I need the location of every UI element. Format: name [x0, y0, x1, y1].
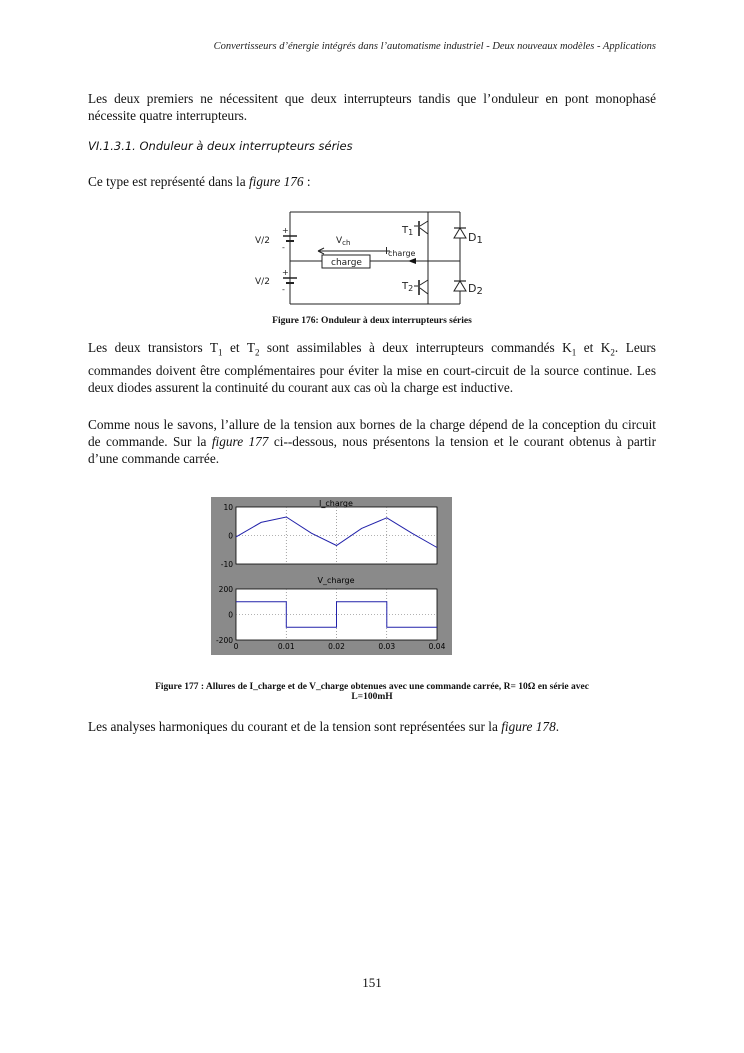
x-tick-label: 0.03 — [378, 642, 396, 651]
circuit-diagram — [250, 208, 483, 310]
diode-1-icon — [454, 228, 466, 238]
paragraph-4 — [88, 416, 656, 467]
p4-a: Comme nous le savons, l’allure de la tension aux bornes de la charge dépend de la conception du circuit de commande. Sur la — [88, 417, 656, 449]
figure-177-ref: figure 177 — [211, 434, 269, 449]
t2-main: T — [402, 281, 409, 292]
load-label: charge — [331, 258, 362, 268]
y-tick-label: -10 — [220, 560, 233, 569]
d2-main: D — [468, 282, 477, 295]
t2-label — [401, 281, 413, 293]
v-half-bottom-label: V/2 — [255, 277, 270, 287]
p3-b: et T — [222, 340, 255, 355]
para2-text: Ce type est représenté dans la — [88, 174, 249, 189]
p3-d-sub: 2 — [610, 347, 615, 358]
p3-a-sub: 1 — [218, 347, 223, 358]
icharge-sub: charge — [387, 249, 416, 258]
diode-2-icon — [454, 281, 466, 291]
minus-sign-top: - — [282, 243, 285, 252]
p4-b: ci--dessous, nous présentons la tension et le courant obtenus à partir d’une commande carrée. — [88, 434, 656, 466]
figure-177-caption — [88, 682, 656, 702]
t1-label — [401, 225, 413, 237]
running-header: Convertisseurs d’énergie intégrés dans l’automatisme industriel - Deux nouveaux modèles - Applications — [213, 41, 656, 52]
vch-label — [336, 236, 350, 247]
t1-sub: 1 — [408, 228, 414, 237]
figure-178-ref: figure 178 — [501, 719, 556, 734]
x-tick-label: 0.01 — [277, 642, 295, 651]
plus-sign-top: + — [282, 226, 289, 235]
p3-c-sub: 1 — [571, 347, 577, 358]
page-number: 151 — [362, 975, 382, 990]
fig177-caption-line1: Figure 177 : Allures de I_charge et de V_charge obtenues avec une commande carrée, R= 10Ω en série avec — [155, 682, 589, 692]
x-tick-label: 0.04 — [428, 642, 446, 651]
para2-suffix: : — [303, 174, 311, 189]
d1-main: D — [468, 231, 477, 244]
figure-177-chart — [211, 497, 452, 655]
x-tick-label: 0 — [233, 642, 239, 651]
y-tick-label: 200 — [218, 585, 233, 594]
plus-sign-bottom: + — [282, 268, 289, 277]
p3-a: Les deux transistors T — [88, 340, 219, 355]
d1-label — [468, 231, 483, 246]
t1-main: T — [402, 225, 409, 236]
paragraph-5 — [88, 718, 656, 735]
minus-sign-bottom: - — [282, 285, 285, 294]
p5-text: Les analyses harmoniques du courant et de la tension sont représentées sur la — [88, 719, 502, 734]
icharge-label — [385, 246, 416, 258]
vch-sub: ch — [342, 239, 351, 247]
icharge-main: I — [385, 246, 388, 257]
paragraph-2 — [88, 173, 656, 190]
y-tick-label: 10 — [223, 503, 233, 512]
v-half-top-label: V/2 — [255, 236, 270, 246]
y-tick-label: 0 — [228, 610, 233, 620]
p3-d: et K — [576, 340, 611, 355]
d2-sub: 2 — [476, 286, 483, 297]
figure-176-caption: Figure 176: Onduleur à deux interrupteurs séries — [272, 316, 472, 326]
p3-b-sub: 2 — [254, 347, 260, 358]
d2-label — [468, 282, 483, 297]
p3-e: . Leurs commandes doivent être complémentaires pour éviter la mise en court-circuit de la source continue. Les deux diodes assurent la continuité du courant aux cas où la charge est inductive. — [88, 340, 656, 395]
t2-sub: 2 — [408, 284, 414, 293]
current-arrow-icon — [408, 258, 416, 264]
paragraph-1: Les deux premiers ne nécessitent que deux interrupteurs tandis que l’onduleur en pont monophasé nécessite quatre interrupteurs. — [88, 91, 656, 123]
d1-sub: 1 — [476, 235, 483, 246]
v-charge-title: V_charge — [317, 576, 355, 585]
i-charge-title: I_charge — [319, 499, 353, 508]
p5-suffix: . — [555, 719, 560, 734]
section-heading: VI.1.3.1. Onduleur à deux interrupteurs séries — [88, 139, 353, 153]
figure-176-ref: figure 176 — [248, 174, 304, 189]
y-tick-label: 0 — [228, 531, 233, 541]
x-tick-label: 0.02 — [328, 642, 345, 651]
vch-main: V — [336, 236, 343, 246]
y-tick-label: -200 — [215, 636, 233, 645]
paragraph-3 — [88, 339, 656, 396]
fig177-caption-line2: L=100mH — [351, 692, 393, 702]
p3-c: sont assimilables à deux interrupteurs commandés K — [259, 340, 572, 355]
